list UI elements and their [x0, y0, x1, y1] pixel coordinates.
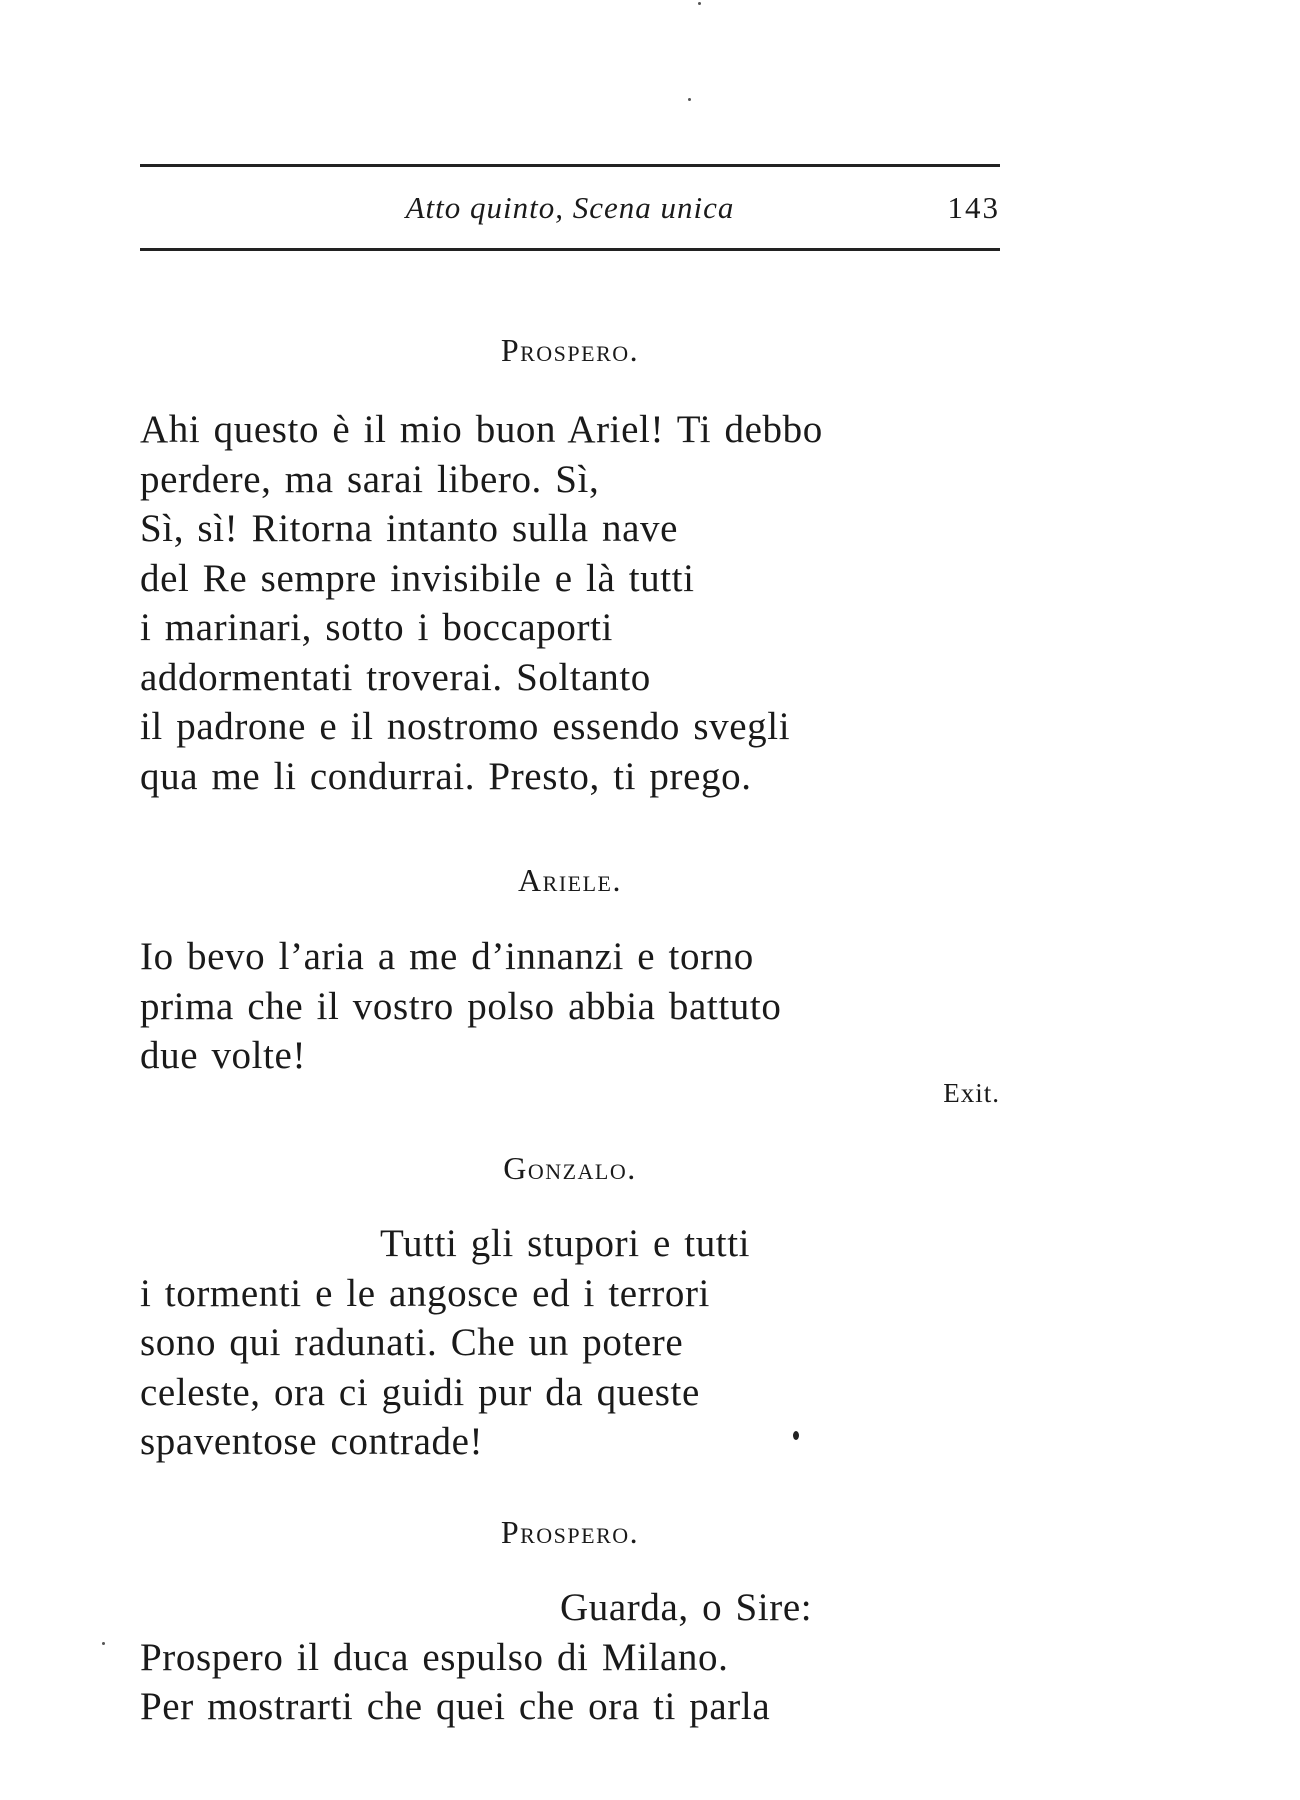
page-number: 143 — [947, 190, 1000, 225]
verse-line: celeste, ora ci guidi pur da queste — [140, 1370, 700, 1414]
speech-block — [140, 932, 1000, 1081]
verse-line: spaventose contrade! — [140, 1420, 484, 1463]
header-bottom-rule — [140, 248, 1000, 251]
verse-line: Ahi questo è il mio buon Ariel! Ti debbo — [140, 408, 823, 451]
speaker-name: Gonzalo. — [503, 1150, 637, 1186]
header-top-rule — [140, 164, 1000, 167]
speech-block — [140, 405, 1000, 801]
scan-speck — [698, 2, 701, 5]
speech-block — [140, 1219, 1000, 1467]
verse-line: i marinari, sotto i boccaporti — [140, 606, 613, 649]
running-title: Atto quinto, Scena unica — [405, 190, 735, 225]
stage-direction: Exit. — [943, 1078, 1000, 1108]
verse-line: due volte! — [140, 1034, 307, 1077]
verse-line: Tutti gli stupori e tutti — [380, 1222, 751, 1265]
verse-line: i tormenti e le angosce ed i terrori — [140, 1271, 710, 1315]
verse-line: il padrone e il nostromo essendo svegli — [140, 705, 791, 748]
verse-line: Io bevo l’aria a me d’innanzi e torno — [140, 935, 754, 978]
scan-speck — [102, 1642, 105, 1645]
ink-mark — [793, 1431, 799, 1440]
speaker-name: Ariele. — [518, 862, 622, 898]
verse-line: Per mostrarti che quei che ora ti parla — [140, 1685, 771, 1728]
verse-line: addormentati troverai. Soltanto — [140, 655, 651, 699]
verse-line: perdere, ma sarai libero. Sì, — [140, 457, 600, 501]
speech-block — [140, 1583, 1000, 1732]
verse-line: Sì, sì! Ritorna intanto sulla nave — [140, 507, 679, 550]
verse-line: Prospero il duca espulso di Milano. — [140, 1635, 729, 1679]
verse-line: Guarda, o Sire: — [560, 1586, 813, 1629]
speaker-name: Prospero. — [500, 332, 640, 368]
speaker-name: Prospero. — [500, 1514, 640, 1550]
verse-line: prima che il vostro polso abbia battuto — [140, 984, 782, 1028]
verse-line: qua me li condurrai. Presto, ti prego. — [140, 754, 752, 798]
verse-line: del Re sempre invisibile e là tutti — [140, 556, 695, 600]
scan-speck — [688, 98, 691, 101]
verse-line: sono qui radunati. Che un potere — [140, 1321, 684, 1364]
